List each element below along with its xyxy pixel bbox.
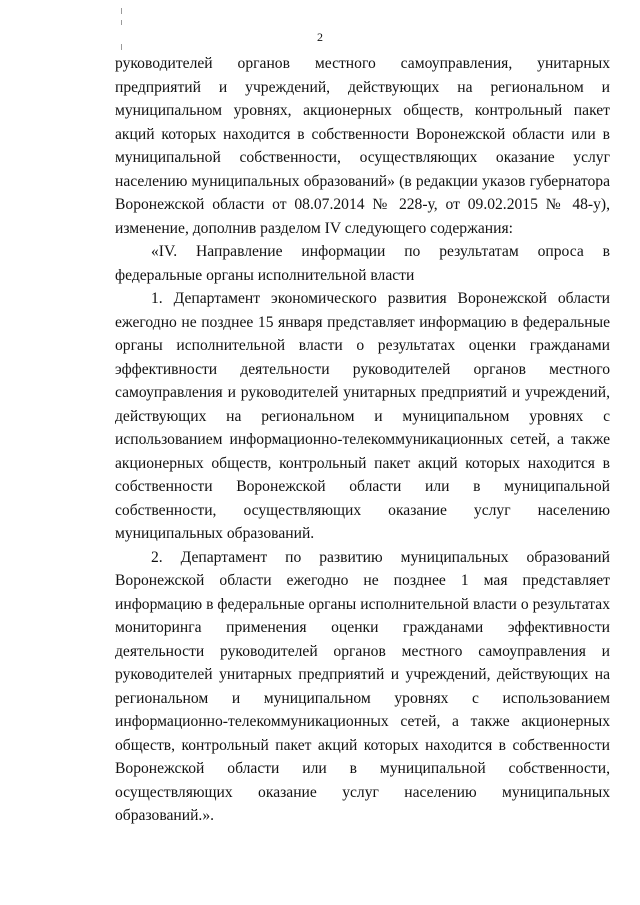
paragraph-continuation: руководителей органов местного самоуправления, унитарных предприятий и учреждений, действующих на региональном и муниципальном уровнях, акционерных обществ, контрольный пакет акций которых находится в собственности Воронежской области или в муниципальной собственности, осуществляющих оказание услуг населению муниципальных образований» (в редакции указов губернатора Воронежской области от 08.07.2014 № 228-у, от 09.02.2015 № 48-у), изменение, дополнив разделом IV следующего содержания: (115, 55, 610, 237)
page-number: 2 (317, 30, 323, 44)
scan-artifact-mark (121, 8, 122, 14)
paragraph-item-2: 2. Департамент по развитию муниципальных образований Воронежской области ежегодно не позднее 1 мая представляет информацию в федеральные органы исполнительной власти о результатах мониторинга применения оценки гражданами эффективности деятельности руководителей органов местного самоуправления и руководителей унитарных предприятий и учреждений, действующих на региональном и муниципальном уровнях с использованием информационно-телекоммуникационных сетей, а также акционерных обществ, контрольный пакет акций которых находится в собственности Воронежской области или в муниципальной собственности, осуществляющих оказание услуг населению муниципальных образований.». (115, 548, 610, 824)
paragraph-item-1: 1. Департамент экономического развития Воронежской области ежегодно не позднее 15 января представляет информацию в федеральные органы исполнительной власти о результатах оценки гражданами эффективности деятельности руководителей органов местного самоуправления и руководителей унитарных предприятий и учреждений, действующих на региональном и муниципальном уровнях с использованием информационно-телекоммуникационных сетей, а также акционерных обществ, контрольный пакет акций которых находится в собственности Воронежской области или в муниципальной собственности, осуществляющих оказание услуг населению муниципальных образований. (115, 290, 610, 542)
document-body (115, 52, 610, 828)
scan-artifact-mark (121, 20, 122, 25)
section-heading-iv: «IV. Направление информации по результатам опроса в федеральные органы исполнительной власти (115, 243, 610, 284)
scan-artifact-mark (121, 44, 122, 50)
